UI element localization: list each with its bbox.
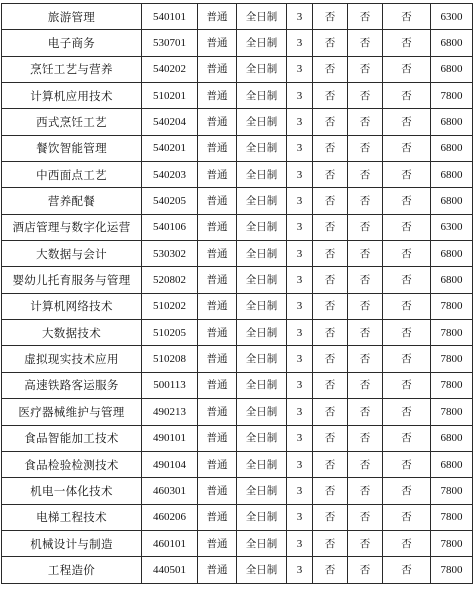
flag-cell-2: 否 <box>348 4 383 30</box>
program-type-cell: 普通 <box>198 504 237 530</box>
tuition-cell: 6300 <box>431 214 473 240</box>
flag-cell-1: 否 <box>313 56 348 82</box>
flag-cell-2: 否 <box>348 109 383 135</box>
flag-cell-2: 否 <box>348 293 383 319</box>
flag-cell-1: 否 <box>313 162 348 188</box>
program-code-cell: 510208 <box>142 346 198 372</box>
flag-cell-1: 否 <box>313 530 348 556</box>
flag-cell-1: 否 <box>313 372 348 398</box>
flag-cell-2: 否 <box>348 162 383 188</box>
study-mode-cell: 全日制 <box>237 504 287 530</box>
flag-cell-3: 否 <box>383 425 431 451</box>
study-mode-cell: 全日制 <box>237 425 287 451</box>
program-name-cell: 营养配餐 <box>2 188 142 214</box>
flag-cell-1: 否 <box>313 135 348 161</box>
flag-cell-3: 否 <box>383 320 431 346</box>
program-name-cell: 烹饪工艺与营养 <box>2 56 142 82</box>
program-type-cell: 普通 <box>198 267 237 293</box>
table-row <box>2 135 473 161</box>
table-row <box>2 162 473 188</box>
program-type-cell: 普通 <box>198 241 237 267</box>
tuition-cell: 7800 <box>431 530 473 556</box>
duration-cell: 3 <box>287 30 313 56</box>
flag-cell-1: 否 <box>313 320 348 346</box>
duration-cell: 3 <box>287 109 313 135</box>
flag-cell-3: 否 <box>383 30 431 56</box>
program-type-cell: 普通 <box>198 557 237 583</box>
study-mode-cell: 全日制 <box>237 4 287 30</box>
program-type-cell: 普通 <box>198 478 237 504</box>
flag-cell-3: 否 <box>383 267 431 293</box>
tuition-cell: 6800 <box>431 56 473 82</box>
program-type-cell: 普通 <box>198 530 237 556</box>
program-type-cell: 普通 <box>198 4 237 30</box>
flag-cell-1: 否 <box>313 478 348 504</box>
program-type-cell: 普通 <box>198 320 237 346</box>
program-type-cell: 普通 <box>198 372 237 398</box>
program-table <box>1 3 473 584</box>
table-row <box>2 4 473 30</box>
table-row <box>2 425 473 451</box>
tuition-cell: 6800 <box>431 109 473 135</box>
flag-cell-3: 否 <box>383 478 431 504</box>
program-type-cell: 普通 <box>198 30 237 56</box>
tuition-cell: 6800 <box>431 241 473 267</box>
tuition-cell: 6800 <box>431 135 473 161</box>
table-row <box>2 399 473 425</box>
program-name-cell: 计算机网络技术 <box>2 293 142 319</box>
flag-cell-1: 否 <box>313 293 348 319</box>
study-mode-cell: 全日制 <box>237 372 287 398</box>
duration-cell: 3 <box>287 451 313 477</box>
flag-cell-3: 否 <box>383 241 431 267</box>
duration-cell: 3 <box>287 83 313 109</box>
flag-cell-1: 否 <box>313 241 348 267</box>
tuition-cell: 6300 <box>431 4 473 30</box>
tuition-cell: 6800 <box>431 451 473 477</box>
program-name-cell: 食品检验检测技术 <box>2 451 142 477</box>
table-row <box>2 478 473 504</box>
tuition-cell: 7800 <box>431 478 473 504</box>
duration-cell: 3 <box>287 135 313 161</box>
study-mode-cell: 全日制 <box>237 83 287 109</box>
program-type-cell: 普通 <box>198 214 237 240</box>
duration-cell: 3 <box>287 162 313 188</box>
flag-cell-2: 否 <box>348 425 383 451</box>
flag-cell-2: 否 <box>348 346 383 372</box>
program-code-cell: 440501 <box>142 557 198 583</box>
flag-cell-2: 否 <box>348 372 383 398</box>
program-code-cell: 460206 <box>142 504 198 530</box>
table-row <box>2 30 473 56</box>
program-name-cell: 医疗器械维护与管理 <box>2 399 142 425</box>
program-code-cell: 540201 <box>142 135 198 161</box>
program-code-cell: 530701 <box>142 30 198 56</box>
flag-cell-1: 否 <box>313 109 348 135</box>
tuition-cell: 7800 <box>431 83 473 109</box>
duration-cell: 3 <box>287 188 313 214</box>
duration-cell: 3 <box>287 293 313 319</box>
flag-cell-2: 否 <box>348 83 383 109</box>
study-mode-cell: 全日制 <box>237 530 287 556</box>
tuition-cell: 7800 <box>431 399 473 425</box>
study-mode-cell: 全日制 <box>237 188 287 214</box>
program-code-cell: 490213 <box>142 399 198 425</box>
flag-cell-3: 否 <box>383 109 431 135</box>
flag-cell-2: 否 <box>348 320 383 346</box>
program-name-cell: 餐饮智能管理 <box>2 135 142 161</box>
study-mode-cell: 全日制 <box>237 346 287 372</box>
tuition-cell: 7800 <box>431 504 473 530</box>
study-mode-cell: 全日制 <box>237 162 287 188</box>
program-type-cell: 普通 <box>198 293 237 319</box>
flag-cell-1: 否 <box>313 346 348 372</box>
flag-cell-3: 否 <box>383 530 431 556</box>
program-code-cell: 540204 <box>142 109 198 135</box>
tuition-cell: 6800 <box>431 425 473 451</box>
duration-cell: 3 <box>287 372 313 398</box>
tuition-cell: 6800 <box>431 188 473 214</box>
table-row <box>2 372 473 398</box>
flag-cell-3: 否 <box>383 214 431 240</box>
tuition-cell: 7800 <box>431 293 473 319</box>
table-row <box>2 267 473 293</box>
flag-cell-3: 否 <box>383 135 431 161</box>
tuition-cell: 7800 <box>431 372 473 398</box>
flag-cell-2: 否 <box>348 56 383 82</box>
program-type-cell: 普通 <box>198 425 237 451</box>
program-code-cell: 520802 <box>142 267 198 293</box>
program-type-cell: 普通 <box>198 135 237 161</box>
table-row <box>2 293 473 319</box>
duration-cell: 3 <box>287 346 313 372</box>
table-row <box>2 451 473 477</box>
program-type-cell: 普通 <box>198 399 237 425</box>
study-mode-cell: 全日制 <box>237 109 287 135</box>
flag-cell-2: 否 <box>348 30 383 56</box>
tuition-cell: 6800 <box>431 30 473 56</box>
program-code-cell: 540203 <box>142 162 198 188</box>
program-type-cell: 普通 <box>198 56 237 82</box>
program-code-cell: 510202 <box>142 293 198 319</box>
program-name-cell: 酒店管理与数字化运营 <box>2 214 142 240</box>
program-name-cell: 机械设计与制造 <box>2 530 142 556</box>
tuition-cell: 7800 <box>431 557 473 583</box>
program-type-cell: 普通 <box>198 162 237 188</box>
flag-cell-2: 否 <box>348 188 383 214</box>
study-mode-cell: 全日制 <box>237 30 287 56</box>
program-code-cell: 490104 <box>142 451 198 477</box>
flag-cell-2: 否 <box>348 530 383 556</box>
table-row <box>2 214 473 240</box>
program-name-cell: 旅游管理 <box>2 4 142 30</box>
duration-cell: 3 <box>287 214 313 240</box>
study-mode-cell: 全日制 <box>237 478 287 504</box>
program-name-cell: 西式烹饪工艺 <box>2 109 142 135</box>
flag-cell-2: 否 <box>348 241 383 267</box>
flag-cell-1: 否 <box>313 504 348 530</box>
study-mode-cell: 全日制 <box>237 293 287 319</box>
table-row <box>2 320 473 346</box>
table-row <box>2 557 473 583</box>
flag-cell-3: 否 <box>383 4 431 30</box>
program-name-cell: 大数据与会计 <box>2 241 142 267</box>
flag-cell-2: 否 <box>348 135 383 161</box>
table-row <box>2 83 473 109</box>
tuition-cell: 7800 <box>431 346 473 372</box>
program-name-cell: 中西面点工艺 <box>2 162 142 188</box>
program-code-cell: 540202 <box>142 56 198 82</box>
duration-cell: 3 <box>287 504 313 530</box>
tuition-cell: 6800 <box>431 162 473 188</box>
program-code-cell: 510201 <box>142 83 198 109</box>
study-mode-cell: 全日制 <box>237 267 287 293</box>
program-code-cell: 500113 <box>142 372 198 398</box>
program-code-cell: 460101 <box>142 530 198 556</box>
table-row <box>2 241 473 267</box>
flag-cell-2: 否 <box>348 267 383 293</box>
duration-cell: 3 <box>287 56 313 82</box>
program-code-cell: 530302 <box>142 241 198 267</box>
flag-cell-2: 否 <box>348 214 383 240</box>
flag-cell-1: 否 <box>313 557 348 583</box>
flag-cell-1: 否 <box>313 4 348 30</box>
flag-cell-3: 否 <box>383 504 431 530</box>
tuition-cell: 7800 <box>431 320 473 346</box>
duration-cell: 3 <box>287 4 313 30</box>
program-name-cell: 婴幼儿托育服务与管理 <box>2 267 142 293</box>
program-type-cell: 普通 <box>198 188 237 214</box>
program-name-cell: 计算机应用技术 <box>2 83 142 109</box>
table-row <box>2 504 473 530</box>
flag-cell-3: 否 <box>383 557 431 583</box>
duration-cell: 3 <box>287 425 313 451</box>
program-name-cell: 电梯工程技术 <box>2 504 142 530</box>
duration-cell: 3 <box>287 320 313 346</box>
study-mode-cell: 全日制 <box>237 214 287 240</box>
program-name-cell: 高速铁路客运服务 <box>2 372 142 398</box>
study-mode-cell: 全日制 <box>237 241 287 267</box>
tuition-cell: 6800 <box>431 267 473 293</box>
duration-cell: 3 <box>287 557 313 583</box>
program-name-cell: 食品智能加工技术 <box>2 425 142 451</box>
program-name-cell: 电子商务 <box>2 30 142 56</box>
program-name-cell: 大数据技术 <box>2 320 142 346</box>
flag-cell-3: 否 <box>383 188 431 214</box>
program-name-cell: 工程造价 <box>2 557 142 583</box>
flag-cell-2: 否 <box>348 557 383 583</box>
study-mode-cell: 全日制 <box>237 399 287 425</box>
table-row <box>2 346 473 372</box>
program-code-cell: 510205 <box>142 320 198 346</box>
table-row <box>2 530 473 556</box>
program-type-cell: 普通 <box>198 451 237 477</box>
flag-cell-1: 否 <box>313 214 348 240</box>
flag-cell-3: 否 <box>383 346 431 372</box>
flag-cell-3: 否 <box>383 56 431 82</box>
flag-cell-3: 否 <box>383 372 431 398</box>
duration-cell: 3 <box>287 241 313 267</box>
study-mode-cell: 全日制 <box>237 557 287 583</box>
duration-cell: 3 <box>287 478 313 504</box>
program-type-cell: 普通 <box>198 346 237 372</box>
table-row <box>2 109 473 135</box>
duration-cell: 3 <box>287 530 313 556</box>
flag-cell-2: 否 <box>348 504 383 530</box>
flag-cell-1: 否 <box>313 30 348 56</box>
flag-cell-1: 否 <box>313 267 348 293</box>
flag-cell-2: 否 <box>348 451 383 477</box>
flag-cell-3: 否 <box>383 83 431 109</box>
program-name-cell: 机电一体化技术 <box>2 478 142 504</box>
program-code-cell: 490101 <box>142 425 198 451</box>
table-row <box>2 188 473 214</box>
duration-cell: 3 <box>287 267 313 293</box>
flag-cell-2: 否 <box>348 478 383 504</box>
flag-cell-3: 否 <box>383 451 431 477</box>
program-code-cell: 540101 <box>142 4 198 30</box>
duration-cell: 3 <box>287 399 313 425</box>
program-name-cell: 虚拟现实技术应用 <box>2 346 142 372</box>
flag-cell-2: 否 <box>348 399 383 425</box>
flag-cell-3: 否 <box>383 293 431 319</box>
study-mode-cell: 全日制 <box>237 56 287 82</box>
program-type-cell: 普通 <box>198 109 237 135</box>
study-mode-cell: 全日制 <box>237 320 287 346</box>
flag-cell-1: 否 <box>313 399 348 425</box>
flag-cell-1: 否 <box>313 188 348 214</box>
flag-cell-3: 否 <box>383 399 431 425</box>
flag-cell-3: 否 <box>383 162 431 188</box>
table-body <box>2 4 473 584</box>
program-code-cell: 460301 <box>142 478 198 504</box>
study-mode-cell: 全日制 <box>237 451 287 477</box>
flag-cell-1: 否 <box>313 425 348 451</box>
program-code-cell: 540106 <box>142 214 198 240</box>
table-row <box>2 56 473 82</box>
flag-cell-1: 否 <box>313 451 348 477</box>
program-type-cell: 普通 <box>198 83 237 109</box>
flag-cell-1: 否 <box>313 83 348 109</box>
program-code-cell: 540205 <box>142 188 198 214</box>
study-mode-cell: 全日制 <box>237 135 287 161</box>
